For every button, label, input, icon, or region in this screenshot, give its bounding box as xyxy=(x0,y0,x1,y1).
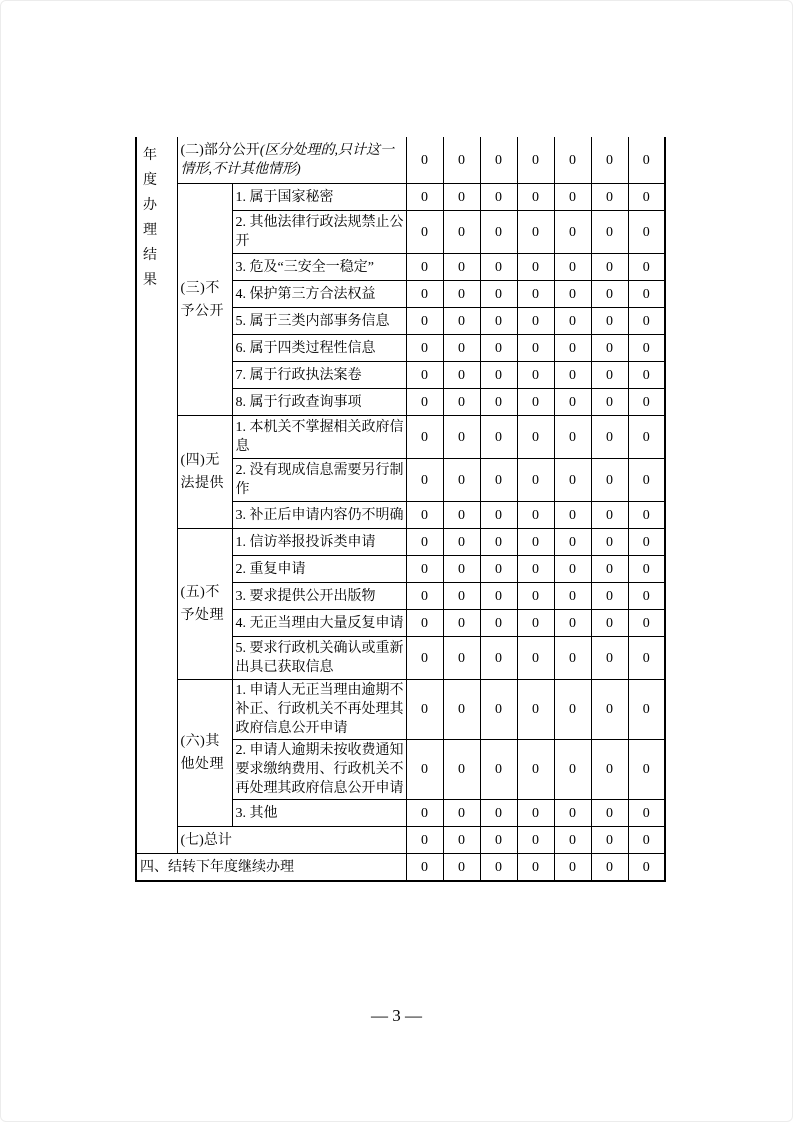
value-cell: 0 xyxy=(628,362,665,389)
value-cell: 0 xyxy=(443,308,480,335)
value-cell: 0 xyxy=(628,211,665,254)
value-cell: 0 xyxy=(628,800,665,827)
value-cell: 0 xyxy=(480,502,517,529)
section-header-unable: (四)无法提供 xyxy=(177,416,232,529)
value-cell: 0 xyxy=(406,416,443,459)
value-cell: 0 xyxy=(591,854,628,882)
value-cell: 0 xyxy=(443,389,480,416)
value-cell: 0 xyxy=(554,610,591,637)
value-cell: 0 xyxy=(406,254,443,281)
carryover-row-label: 四、结转下年度继续办理 xyxy=(136,854,406,882)
value-cell: 0 xyxy=(406,583,443,610)
value-cell: 0 xyxy=(554,389,591,416)
value-cell: 0 xyxy=(480,335,517,362)
value-cell: 0 xyxy=(554,502,591,529)
row-carryover xyxy=(136,854,665,882)
value-cell: 0 xyxy=(517,459,554,502)
value-cell: 0 xyxy=(517,680,554,740)
value-cell: 0 xyxy=(443,281,480,308)
value-cell: 0 xyxy=(554,529,591,556)
value-cell: 0 xyxy=(406,556,443,583)
row-label: 7. 属于行政执法案卷 xyxy=(232,362,406,389)
value-cell: 0 xyxy=(517,529,554,556)
value-cell: 0 xyxy=(443,854,480,882)
value-cell: 0 xyxy=(591,529,628,556)
value-cell: 0 xyxy=(406,502,443,529)
left-header-annual-results: 年度办理结果 xyxy=(136,137,177,854)
row-label: 4. 无正当理由大量反复申请 xyxy=(232,610,406,637)
value-cell: 0 xyxy=(517,556,554,583)
section-header-reject: (五)不予处理 xyxy=(177,529,232,680)
value-cell: 0 xyxy=(591,281,628,308)
value-cell: 0 xyxy=(554,335,591,362)
value-cell: 0 xyxy=(554,308,591,335)
value-cell: 0 xyxy=(480,800,517,827)
value-cell: 0 xyxy=(443,137,480,184)
value-cell: 0 xyxy=(591,740,628,800)
row-total xyxy=(136,827,665,854)
value-cell: 0 xyxy=(591,416,628,459)
value-cell: 0 xyxy=(628,529,665,556)
row-other-1 xyxy=(136,680,665,740)
row-label: 2. 其他法律行政法规禁止公开 xyxy=(232,211,406,254)
value-cell: 0 xyxy=(517,281,554,308)
value-cell: 0 xyxy=(406,335,443,362)
total-row-label: (七)总计 xyxy=(177,827,406,854)
value-cell: 0 xyxy=(554,362,591,389)
value-cell: 0 xyxy=(443,254,480,281)
value-cell: 0 xyxy=(628,335,665,362)
row-label: 1. 申请人无正当理由逾期不补正、行政机关不再处理其政府信息公开申请 xyxy=(232,680,406,740)
value-cell: 0 xyxy=(517,211,554,254)
value-cell: 0 xyxy=(480,529,517,556)
value-cell: 0 xyxy=(591,610,628,637)
value-cell: 0 xyxy=(443,680,480,740)
value-cell: 0 xyxy=(591,459,628,502)
value-cell: 0 xyxy=(591,502,628,529)
value-cell: 0 xyxy=(554,211,591,254)
value-cell: 0 xyxy=(517,502,554,529)
value-cell: 0 xyxy=(406,389,443,416)
value-cell: 0 xyxy=(517,416,554,459)
value-cell: 0 xyxy=(443,529,480,556)
row-label: 3. 危及“三安全一稳定” xyxy=(232,254,406,281)
value-cell: 0 xyxy=(517,184,554,211)
row-unable-1 xyxy=(136,416,665,459)
row-label: 4. 保护第三方合法权益 xyxy=(232,281,406,308)
value-cell: 0 xyxy=(554,281,591,308)
row-label: 1. 属于国家秘密 xyxy=(232,184,406,211)
value-cell: 0 xyxy=(517,254,554,281)
value-cell: 0 xyxy=(443,184,480,211)
row-label: 3. 要求提供公开出版物 xyxy=(232,583,406,610)
value-cell: 0 xyxy=(517,800,554,827)
value-cell: 0 xyxy=(554,137,591,184)
row-label: 6. 属于四类过程性信息 xyxy=(232,335,406,362)
value-cell: 0 xyxy=(628,459,665,502)
label-main: (二)部分公开 xyxy=(180,143,260,158)
row-label xyxy=(177,137,406,184)
value-cell: 0 xyxy=(628,416,665,459)
value-cell: 0 xyxy=(554,184,591,211)
value-cell: 0 xyxy=(591,827,628,854)
value-cell: 0 xyxy=(480,211,517,254)
value-cell: 0 xyxy=(628,556,665,583)
value-cell: 0 xyxy=(480,362,517,389)
value-cell: 0 xyxy=(480,137,517,184)
disclosure-results-table xyxy=(135,137,666,882)
value-cell: 0 xyxy=(406,610,443,637)
value-cell: 0 xyxy=(443,416,480,459)
value-cell: 0 xyxy=(443,800,480,827)
value-cell: 0 xyxy=(628,389,665,416)
row-label: 2. 没有现成信息需要另行制作 xyxy=(232,459,406,502)
value-cell: 0 xyxy=(443,459,480,502)
value-cell: 0 xyxy=(443,610,480,637)
section-header-other: (六)其他处理 xyxy=(177,680,232,827)
value-cell: 0 xyxy=(628,854,665,882)
value-cell: 0 xyxy=(591,680,628,740)
value-cell: 0 xyxy=(480,389,517,416)
value-cell: 0 xyxy=(443,362,480,389)
value-cell: 0 xyxy=(591,362,628,389)
value-cell: 0 xyxy=(480,610,517,637)
value-cell: 0 xyxy=(554,740,591,800)
value-cell: 0 xyxy=(406,637,443,680)
value-cell: 0 xyxy=(406,362,443,389)
value-cell: 0 xyxy=(628,680,665,740)
row-label: 8. 属于行政查询事项 xyxy=(232,389,406,416)
value-cell: 0 xyxy=(406,529,443,556)
value-cell: 0 xyxy=(406,211,443,254)
value-cell: 0 xyxy=(406,184,443,211)
value-cell: 0 xyxy=(443,335,480,362)
value-cell: 0 xyxy=(554,459,591,502)
value-cell: 0 xyxy=(443,583,480,610)
value-cell: 0 xyxy=(406,459,443,502)
value-cell: 0 xyxy=(406,800,443,827)
value-cell: 0 xyxy=(591,308,628,335)
value-cell: 0 xyxy=(406,827,443,854)
value-cell: 0 xyxy=(591,184,628,211)
value-cell: 0 xyxy=(480,556,517,583)
value-cell: 0 xyxy=(480,680,517,740)
value-cell: 0 xyxy=(628,827,665,854)
value-cell: 0 xyxy=(480,854,517,882)
value-cell: 0 xyxy=(554,637,591,680)
value-cell: 0 xyxy=(628,308,665,335)
value-cell: 0 xyxy=(554,827,591,854)
row-label: 3. 其他 xyxy=(232,800,406,827)
value-cell: 0 xyxy=(443,211,480,254)
value-cell: 0 xyxy=(591,556,628,583)
value-cell: 0 xyxy=(480,416,517,459)
value-cell: 0 xyxy=(406,680,443,740)
value-cell: 0 xyxy=(406,740,443,800)
value-cell: 0 xyxy=(517,827,554,854)
value-cell: 0 xyxy=(628,610,665,637)
value-cell: 0 xyxy=(628,281,665,308)
value-cell: 0 xyxy=(480,740,517,800)
value-cell: 0 xyxy=(591,211,628,254)
row-reject-1 xyxy=(136,529,665,556)
page-number: — 3 — xyxy=(371,1006,422,1025)
value-cell: 0 xyxy=(517,137,554,184)
row-label: 1. 信访举报投诉类申请 xyxy=(232,529,406,556)
value-cell: 0 xyxy=(480,827,517,854)
value-cell: 0 xyxy=(443,740,480,800)
value-cell: 0 xyxy=(517,740,554,800)
value-cell: 0 xyxy=(554,800,591,827)
value-cell: 0 xyxy=(406,854,443,882)
value-cell: 0 xyxy=(628,637,665,680)
row-label: 5. 要求行政机关确认或重新出具已获取信息 xyxy=(232,637,406,680)
value-cell: 0 xyxy=(628,254,665,281)
value-cell: 0 xyxy=(554,254,591,281)
value-cell: 0 xyxy=(517,637,554,680)
value-cell: 0 xyxy=(554,583,591,610)
value-cell: 0 xyxy=(406,281,443,308)
label-note: (区分处理的,只计这一情形,不计其他情形) xyxy=(180,143,394,177)
value-cell: 0 xyxy=(517,362,554,389)
value-cell: 0 xyxy=(480,184,517,211)
value-cell: 0 xyxy=(591,583,628,610)
value-cell: 0 xyxy=(517,308,554,335)
row-label: 1. 本机关不掌握相关政府信息 xyxy=(232,416,406,459)
value-cell: 0 xyxy=(554,556,591,583)
value-cell: 0 xyxy=(591,335,628,362)
row-refuse-1 xyxy=(136,184,665,211)
row-label: 5. 属于三类内部事务信息 xyxy=(232,308,406,335)
value-cell: 0 xyxy=(480,281,517,308)
value-cell: 0 xyxy=(591,137,628,184)
value-cell: 0 xyxy=(591,254,628,281)
value-cell: 0 xyxy=(628,502,665,529)
row-label: 2. 重复申请 xyxy=(232,556,406,583)
value-cell: 0 xyxy=(517,389,554,416)
value-cell: 0 xyxy=(517,583,554,610)
value-cell: 0 xyxy=(628,137,665,184)
value-cell: 0 xyxy=(591,637,628,680)
value-cell: 0 xyxy=(554,854,591,882)
value-cell: 0 xyxy=(517,854,554,882)
row-label: 3. 补正后申请内容仍不明确 xyxy=(232,502,406,529)
value-cell: 0 xyxy=(443,502,480,529)
value-cell: 0 xyxy=(443,827,480,854)
value-cell: 0 xyxy=(480,308,517,335)
value-cell: 0 xyxy=(406,308,443,335)
value-cell: 0 xyxy=(443,637,480,680)
value-cell: 0 xyxy=(554,680,591,740)
value-cell: 0 xyxy=(480,583,517,610)
value-cell: 0 xyxy=(554,416,591,459)
value-cell: 0 xyxy=(517,335,554,362)
value-cell: 0 xyxy=(628,184,665,211)
value-cell: 0 xyxy=(443,556,480,583)
value-cell: 0 xyxy=(480,459,517,502)
value-cell: 0 xyxy=(628,583,665,610)
section-header-refuse: (三)不予公开 xyxy=(177,184,232,416)
value-cell: 0 xyxy=(517,610,554,637)
row-partial-open xyxy=(136,137,665,184)
value-cell: 0 xyxy=(591,800,628,827)
value-cell: 0 xyxy=(480,637,517,680)
row-label: 2. 申请人逾期未按收费通知要求缴纳费用、行政机关不再处理其政府信息公开申请 xyxy=(232,740,406,800)
value-cell: 0 xyxy=(628,740,665,800)
value-cell: 0 xyxy=(406,137,443,184)
value-cell: 0 xyxy=(591,389,628,416)
value-cell: 0 xyxy=(480,254,517,281)
